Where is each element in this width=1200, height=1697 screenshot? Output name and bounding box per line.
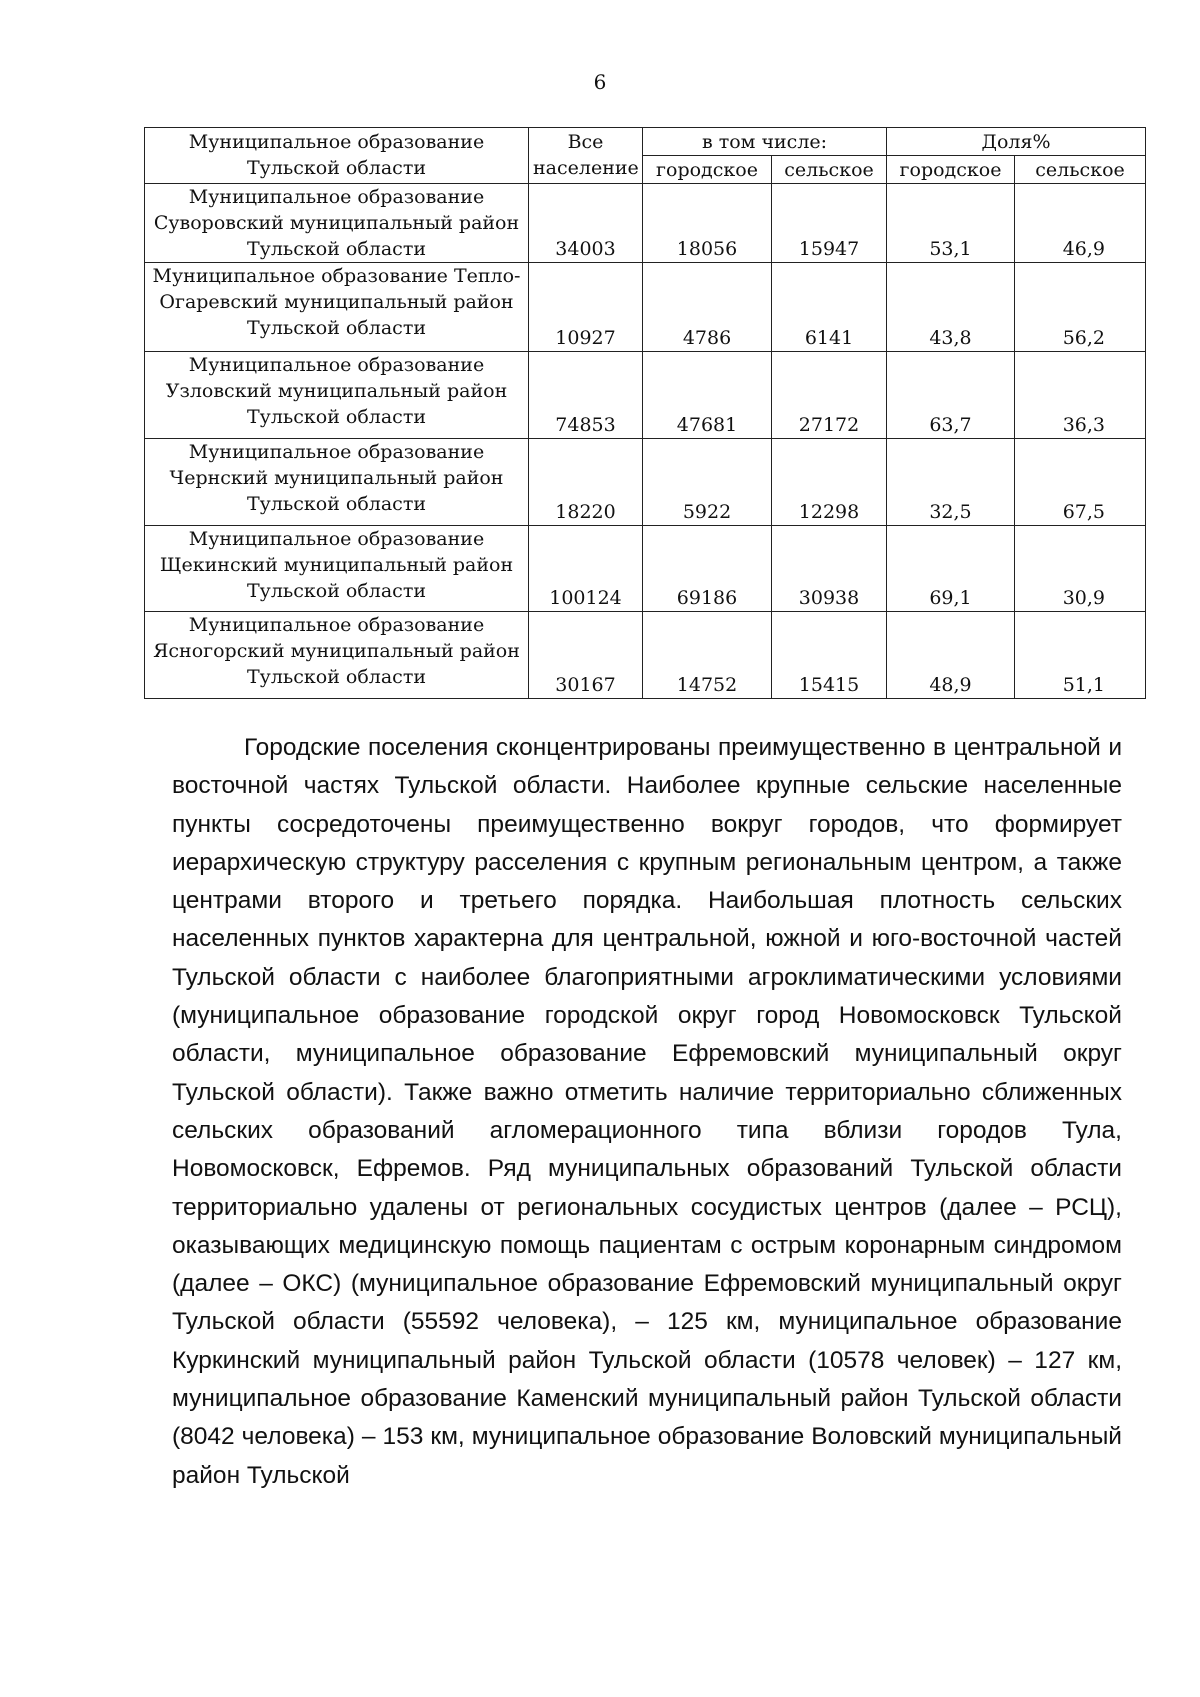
row-name: Муниципальное образование Щекинский муниципальный район Тульской области — [145, 526, 529, 612]
paragraph-text: Городские поселения сконцентрированы преимущественно в центральной и восточной частях Тульской области. Наиболее крупные сельские населенные пункты сосредоточены преимущественно вокруг городов, что формирует иерархическую структуру расселения с крупным региональным центром, а также центрами второго и третьего порядка. Наибольшая плотность сельских населенных пунктов характерна для центральной, южной и юго-восточной частей Тульской области с наиболее благоприятными агроклиматическими условиями (муниципальное образование городской округ город Новомосковск Тульской области, муниципальное образование Ефремовский муниципальный округ Тульской области). Также важно отметить наличие территориально сближенных сельских образований агломерационного типа вблизи городов Тула, Новомосковск, Ефремов. Ряд муниципальных образований Тульской области территориально удалены от региональных сосудистых центров (далее – РСЦ), оказывающих медицинскую помощь пациентам с острым коронарным синдромом (далее – ОКС) (муниципальное образование Ефремовский муниципальный округ Тульской области (55592 человека), – 125 км, муниципальное образование Куркинский муниципальный район Тульской области (10578 человек) – 127 км, муниципальное образование Каменский муниципальный район Тульской области (8042 человека) – 153 км, муниципальное образование Воловский муниципальный район Тульской — [172, 734, 1122, 1489]
table-header-row — [145, 128, 1146, 156]
header-total-line2: население — [533, 157, 639, 179]
row-total: 10927 — [529, 263, 643, 352]
row-urban: 18056 — [643, 184, 772, 263]
header-rural-share: сельское — [1015, 156, 1146, 184]
body-paragraph — [172, 729, 1122, 1495]
row-urban: 5922 — [643, 439, 772, 526]
header-share: Доля% — [887, 128, 1146, 156]
row-total: 34003 — [529, 184, 643, 263]
table-row — [145, 526, 1146, 612]
row-name: Муниципальное образование Чернский муниципальный район Тульской области — [145, 439, 529, 526]
header-total-line1: Все — [567, 131, 604, 153]
row-total: 30167 — [529, 612, 643, 699]
row-urban: 69186 — [643, 526, 772, 612]
row-name: Муниципальное образование Узловский муниципальный район Тульской области — [145, 352, 529, 439]
table-row — [145, 352, 1146, 439]
header-including: в том числе: — [643, 128, 887, 156]
row-urban-share: 32,5 — [887, 439, 1015, 526]
population-table — [144, 127, 1146, 699]
row-rural-share: 46,9 — [1015, 184, 1146, 263]
row-rural: 6141 — [772, 263, 887, 352]
header-total — [529, 128, 643, 184]
row-name: Муниципальное образование Ясногорский муниципальный район Тульской области — [145, 612, 529, 699]
header-urban-share: городское — [887, 156, 1015, 184]
row-urban: 14752 — [643, 612, 772, 699]
row-urban: 47681 — [643, 352, 772, 439]
page-number: 6 — [593, 70, 607, 94]
row-rural-share: 51,1 — [1015, 612, 1146, 699]
row-name: Муниципальное образование Суворовский муниципальный район Тульской области — [145, 184, 529, 263]
table-row — [145, 612, 1146, 699]
row-urban-share: 63,7 — [887, 352, 1015, 439]
header-rural: сельское — [772, 156, 887, 184]
table-row — [145, 439, 1146, 526]
row-total: 18220 — [529, 439, 643, 526]
row-rural: 15947 — [772, 184, 887, 263]
row-urban-share: 53,1 — [887, 184, 1015, 263]
row-urban-share: 48,9 — [887, 612, 1015, 699]
row-urban: 4786 — [643, 263, 772, 352]
row-rural-share: 30,9 — [1015, 526, 1146, 612]
table-row — [145, 263, 1146, 352]
row-rural: 15415 — [772, 612, 887, 699]
row-total: 100124 — [529, 526, 643, 612]
row-rural: 30938 — [772, 526, 887, 612]
row-name: Муниципальное образование Тепло-Огаревский муниципальный район Тульской области — [145, 263, 529, 352]
header-municipality: Муниципальное образование Тульской области — [145, 128, 529, 184]
row-rural-share: 67,5 — [1015, 439, 1146, 526]
row-rural: 27172 — [772, 352, 887, 439]
header-urban: городское — [643, 156, 772, 184]
table-row — [145, 184, 1146, 263]
row-rural-share: 56,2 — [1015, 263, 1146, 352]
row-rural-share: 36,3 — [1015, 352, 1146, 439]
row-urban-share: 43,8 — [887, 263, 1015, 352]
row-rural: 12298 — [772, 439, 887, 526]
row-total: 74853 — [529, 352, 643, 439]
row-urban-share: 69,1 — [887, 526, 1015, 612]
